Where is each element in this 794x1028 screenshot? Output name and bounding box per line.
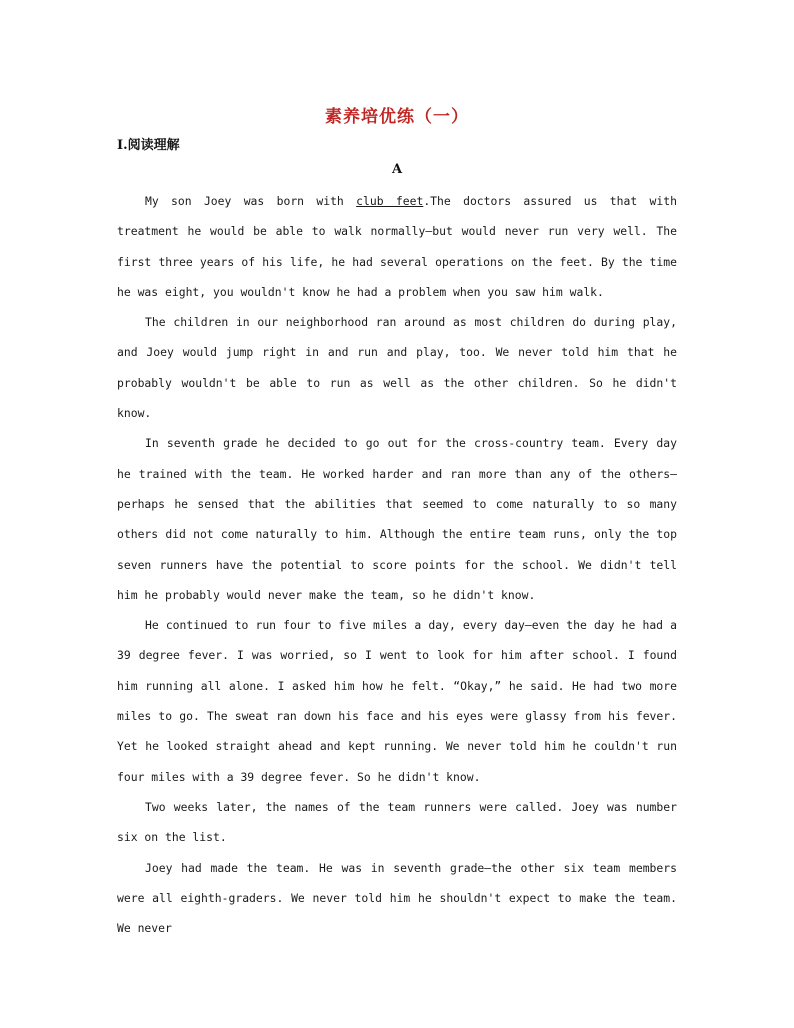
underlined-term: club feet xyxy=(356,194,424,208)
paragraph-2: The children in our neighborhood ran around as most children do during play, and Joey would jump right in and run and play, too. We never told him that he probably wouldn't be able to run as well as the other children. So he didn't know. xyxy=(117,315,677,421)
paragraph-3: In seventh grade he decided to go out for the cross-country team. Every day he trained with the team. He worked harder and ran more than any of the others—perhaps he sensed that the abilities that seemed to come naturally to so many others did not come naturally to him. Although the entire team runs, only the top seven runners have the potential to score points for the school. We didn't tell him he probably would never make the team, so he didn't know. xyxy=(117,436,677,602)
passage-label: A xyxy=(391,162,403,177)
paragraph-1-lead: My son Joey was born with xyxy=(145,194,357,208)
passage-body xyxy=(117,186,677,943)
paragraph-5: Two weeks later, the names of the team runners were called. Joey was number six on the list. xyxy=(117,799,677,845)
section-heading: Ⅰ.阅读理解 xyxy=(117,138,180,153)
paragraph-1 xyxy=(117,186,677,307)
paragraph-1-rest: .The doctors assured us that with treatment he would be able to walk normally—but would never run very well. The first three years of his life, he had several operations on the feet. By the time he was eight, you wouldn't know he had a problem when you saw him walk. xyxy=(117,194,677,299)
paragraph-6: Joey had made the team. He was in seventh grade—the other six team members were all eighth-graders. We never told him he shouldn't expect to make the team. We never xyxy=(117,860,677,936)
page-title: 素养培优练（一） xyxy=(325,107,469,127)
paragraph-4: He continued to run four to five miles a day, every day—even the day he had a 39 degree fever. I was worried, so I went to look for him after school. I found him running all alone. I asked him how he felt. “Okay,” he said. He had two more miles to go. The sweat ran down his face and his eyes were glassy from his fever. Yet he looked straight ahead and kept running. We never told him he couldn't run four miles with a 39 degree fever. So he didn't know. xyxy=(117,618,677,784)
